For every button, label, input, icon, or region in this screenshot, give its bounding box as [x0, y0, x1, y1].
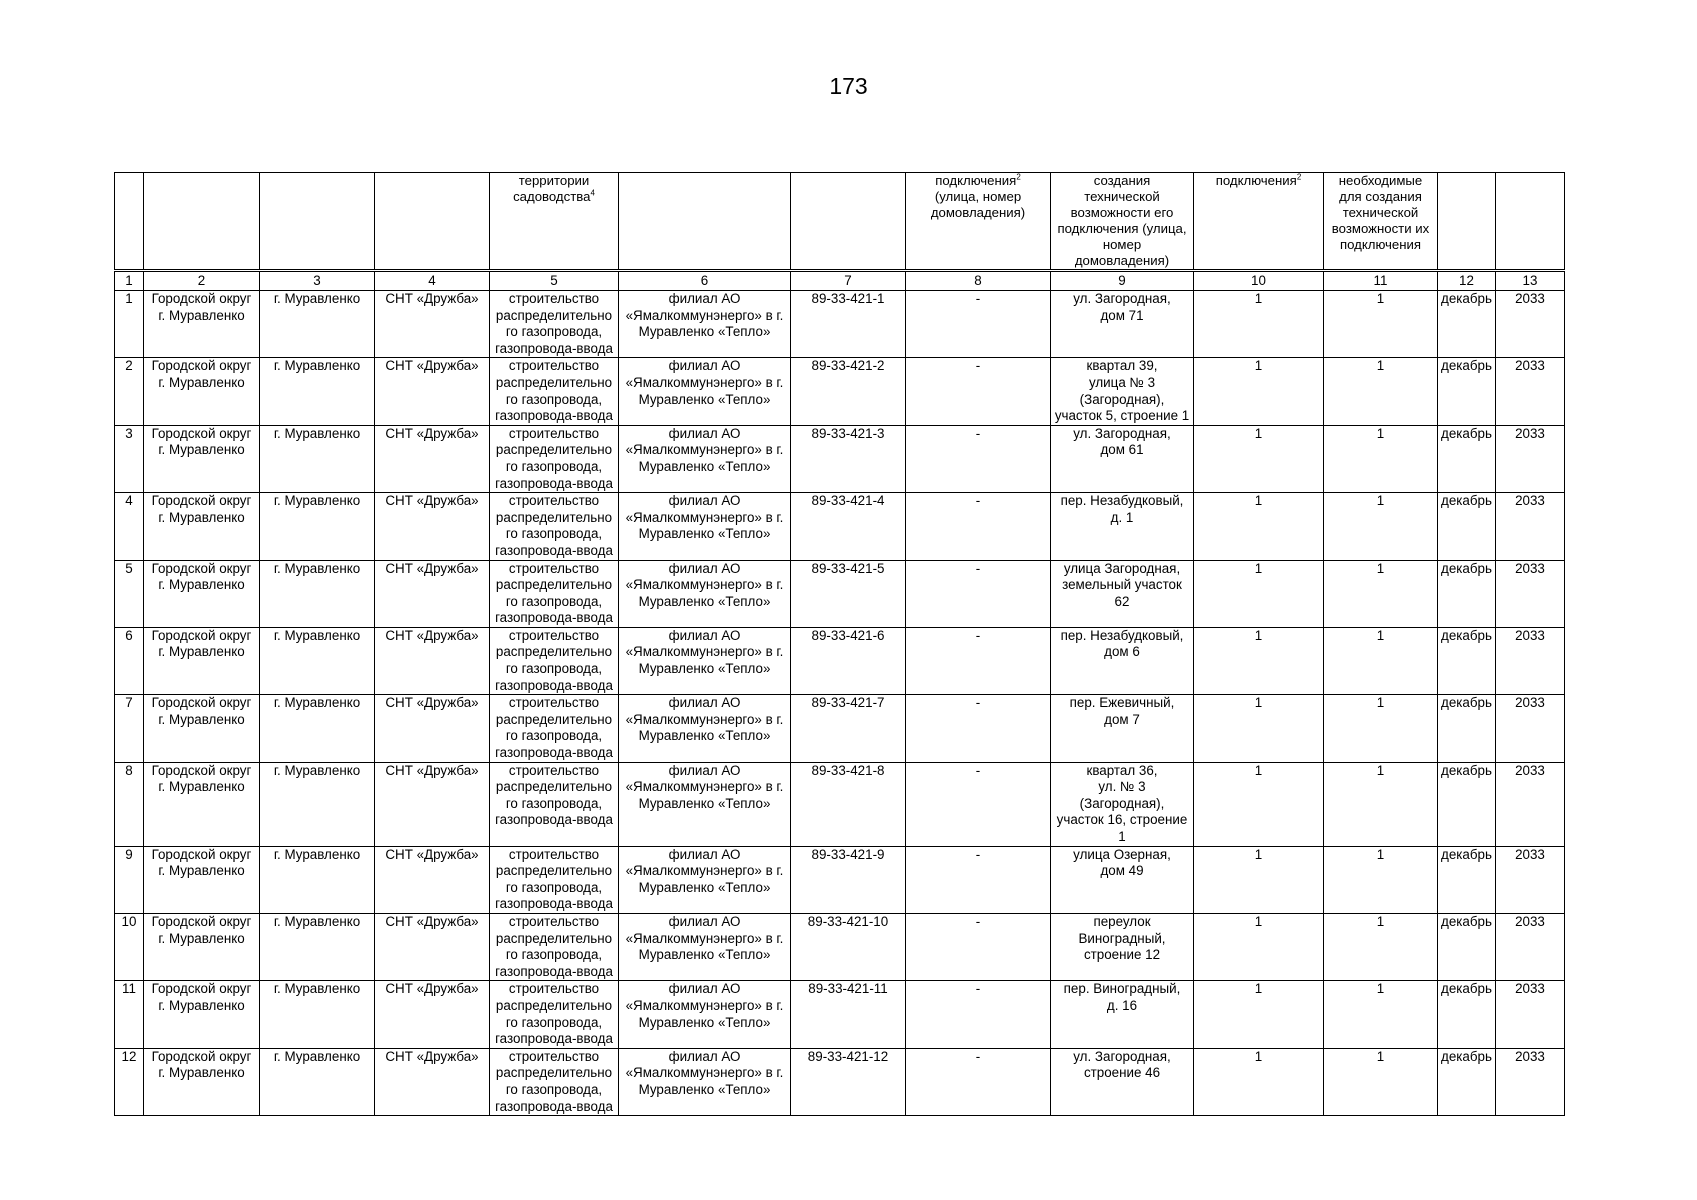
- column-11-cell: 1: [1324, 762, 1438, 846]
- footnote-marker: 4: [590, 188, 595, 198]
- row-number-cell: 5: [115, 560, 144, 627]
- city-cell: г. Муравленко: [260, 981, 375, 1048]
- month-cell: декабрь: [1438, 913, 1496, 980]
- footnote-marker: 2: [1296, 172, 1302, 182]
- table-row: [115, 695, 1565, 762]
- object-code-cell: 89-33-421-9: [791, 846, 906, 913]
- column-10-cell: 1: [1194, 913, 1324, 980]
- snt-cell: СНТ «Дружба»: [375, 762, 490, 846]
- city-cell: г. Муравленко: [260, 846, 375, 913]
- header-cell: [1051, 173, 1194, 271]
- address-cell: пер. Ежевичный, дом 7: [1051, 695, 1194, 762]
- row-number-cell: 8: [115, 762, 144, 846]
- header-text: создания технической возможности его подключения (улица, номер домовладения): [1057, 173, 1187, 268]
- address-cell: ул. Загородная, дом 61: [1051, 425, 1194, 492]
- object-code-cell: 89-33-421-10: [791, 913, 906, 980]
- month-cell: декабрь: [1438, 425, 1496, 492]
- table-row: [115, 291, 1565, 358]
- table-row: [115, 846, 1565, 913]
- column-number-cell: 12: [1438, 271, 1496, 291]
- month-cell: декабрь: [1438, 695, 1496, 762]
- work-type-cell: строительство распределительно го газопровода, газопровода-ввода: [490, 981, 619, 1048]
- city-cell: г. Муравленко: [260, 1048, 375, 1115]
- row-number-cell: 4: [115, 493, 144, 560]
- header-cell: [1438, 173, 1496, 271]
- month-cell: декабрь: [1438, 762, 1496, 846]
- city-cell: г. Муравленко: [260, 291, 375, 358]
- header-cell: [260, 173, 375, 271]
- district-cell: Городской округ г. Муравленко: [144, 762, 260, 846]
- header-cell: [490, 173, 619, 271]
- object-code-cell: 89-33-421-4: [791, 493, 906, 560]
- year-cell: 2033: [1496, 913, 1565, 980]
- year-cell: 2033: [1496, 425, 1565, 492]
- table-row: [115, 560, 1565, 627]
- organization-cell: филиал АО «Ямалкоммунэнерго» в г. Муравленко «Тепло»: [619, 762, 791, 846]
- city-cell: г. Муравленко: [260, 695, 375, 762]
- snt-cell: СНТ «Дружба»: [375, 846, 490, 913]
- city-cell: г. Муравленко: [260, 627, 375, 694]
- work-type-cell: строительство распределительно го газопровода, газопровода-ввода: [490, 913, 619, 980]
- year-cell: 2033: [1496, 846, 1565, 913]
- snt-cell: СНТ «Дружба»: [375, 291, 490, 358]
- row-number-cell: 9: [115, 846, 144, 913]
- row-number-cell: 1: [115, 291, 144, 358]
- column-8-cell: -: [906, 493, 1051, 560]
- column-10-cell: 1: [1194, 560, 1324, 627]
- column-8-cell: -: [906, 560, 1051, 627]
- address-cell: ул. Загородная, дом 71: [1051, 291, 1194, 358]
- column-10-cell: 1: [1194, 1048, 1324, 1115]
- column-11-cell: 1: [1324, 627, 1438, 694]
- column-number-cell: 4: [375, 271, 490, 291]
- column-10-cell: 1: [1194, 846, 1324, 913]
- header-cell: [1496, 173, 1565, 271]
- column-11-cell: 1: [1324, 358, 1438, 425]
- snt-cell: СНТ «Дружба»: [375, 627, 490, 694]
- object-code-cell: 89-33-421-3: [791, 425, 906, 492]
- address-cell: квартал 36, ул. № 3 (Загородная), участок 16, строение 1: [1051, 762, 1194, 846]
- row-number-cell: 10: [115, 913, 144, 980]
- column-number-cell: 13: [1496, 271, 1565, 291]
- column-8-cell: -: [906, 425, 1051, 492]
- organization-cell: филиал АО «Ямалкоммунэнерго» в г. Муравленко «Тепло»: [619, 425, 791, 492]
- header-cell: [906, 173, 1051, 271]
- address-cell: улица Озерная, дом 49: [1051, 846, 1194, 913]
- month-cell: декабрь: [1438, 627, 1496, 694]
- month-cell: декабрь: [1438, 358, 1496, 425]
- organization-cell: филиал АО «Ямалкоммунэнерго» в г. Муравленко «Тепло»: [619, 560, 791, 627]
- header-text: подключения: [935, 173, 1017, 188]
- object-code-cell: 89-33-421-7: [791, 695, 906, 762]
- object-code-cell: 89-33-421-6: [791, 627, 906, 694]
- column-8-cell: -: [906, 695, 1051, 762]
- column-number-cell: 7: [791, 271, 906, 291]
- table-row: [115, 358, 1565, 425]
- row-number-cell: 6: [115, 627, 144, 694]
- column-number-cell: 2: [144, 271, 260, 291]
- address-cell: пер. Незабудковый, д. 1: [1051, 493, 1194, 560]
- column-10-cell: 1: [1194, 358, 1324, 425]
- organization-cell: филиал АО «Ямалкоммунэнерго» в г. Муравленко «Тепло»: [619, 1048, 791, 1115]
- address-cell: пер. Виноградный, д. 16: [1051, 981, 1194, 1048]
- year-cell: 2033: [1496, 291, 1565, 358]
- district-cell: Городской округ г. Муравленко: [144, 425, 260, 492]
- header-text: необходимые для создания технической возможности их подключения: [1331, 173, 1430, 252]
- snt-cell: СНТ «Дружба»: [375, 358, 490, 425]
- year-cell: 2033: [1496, 560, 1565, 627]
- column-10-cell: 1: [1194, 695, 1324, 762]
- column-number-cell: 11: [1324, 271, 1438, 291]
- column-10-cell: 1: [1194, 291, 1324, 358]
- month-cell: декабрь: [1438, 1048, 1496, 1115]
- object-code-cell: 89-33-421-11: [791, 981, 906, 1048]
- column-8-cell: -: [906, 291, 1051, 358]
- organization-cell: филиал АО «Ямалкоммунэнерго» в г. Муравленко «Тепло»: [619, 695, 791, 762]
- work-type-cell: строительство распределительно го газопровода, газопровода-ввода: [490, 358, 619, 425]
- month-cell: декабрь: [1438, 846, 1496, 913]
- city-cell: г. Муравленко: [260, 913, 375, 980]
- column-11-cell: 1: [1324, 493, 1438, 560]
- organization-cell: филиал АО «Ямалкоммунэнерго» в г. Муравленко «Тепло»: [619, 913, 791, 980]
- district-cell: Городской округ г. Муравленко: [144, 560, 260, 627]
- header-cell: [1324, 173, 1438, 271]
- header-cell: [144, 173, 260, 271]
- organization-cell: филиал АО «Ямалкоммунэнерго» в г. Муравленко «Тепло»: [619, 627, 791, 694]
- column-number-cell: 8: [906, 271, 1051, 291]
- row-number-cell: 7: [115, 695, 144, 762]
- column-10-cell: 1: [1194, 627, 1324, 694]
- year-cell: 2033: [1496, 981, 1565, 1048]
- work-type-cell: строительство распределительно го газопровода, газопровода-ввода: [490, 560, 619, 627]
- column-8-cell: -: [906, 913, 1051, 980]
- header-cell: [115, 173, 144, 271]
- column-11-cell: 1: [1324, 425, 1438, 492]
- column-8-cell: -: [906, 846, 1051, 913]
- column-8-cell: -: [906, 627, 1051, 694]
- column-10-cell: 1: [1194, 493, 1324, 560]
- year-cell: 2033: [1496, 762, 1565, 846]
- table-row: [115, 762, 1565, 846]
- city-cell: г. Муравленко: [260, 358, 375, 425]
- district-cell: Городской округ г. Муравленко: [144, 981, 260, 1048]
- column-8-cell: -: [906, 762, 1051, 846]
- year-cell: 2033: [1496, 627, 1565, 694]
- year-cell: 2033: [1496, 358, 1565, 425]
- row-number-cell: 3: [115, 425, 144, 492]
- column-number-cell: 9: [1051, 271, 1194, 291]
- row-number-cell: 11: [115, 981, 144, 1048]
- organization-cell: филиал АО «Ямалкоммунэнерго» в г. Муравленко «Тепло»: [619, 493, 791, 560]
- table-row: [115, 1048, 1565, 1115]
- district-cell: Городской округ г. Муравленко: [144, 913, 260, 980]
- column-8-cell: -: [906, 358, 1051, 425]
- registry-table: [114, 172, 1565, 1116]
- organization-cell: филиал АО «Ямалкоммунэнерго» в г. Муравленко «Тепло»: [619, 291, 791, 358]
- header-cell: [791, 173, 906, 271]
- column-10-cell: 1: [1194, 425, 1324, 492]
- column-number-row: [115, 271, 1565, 291]
- city-cell: г. Муравленко: [260, 560, 375, 627]
- district-cell: Городской округ г. Муравленко: [144, 846, 260, 913]
- column-11-cell: 1: [1324, 846, 1438, 913]
- column-10-cell: 1: [1194, 762, 1324, 846]
- object-code-cell: 89-33-421-12: [791, 1048, 906, 1115]
- column-number-cell: 10: [1194, 271, 1324, 291]
- work-type-cell: строительство распределительно го газопровода, газопровода-ввода: [490, 762, 619, 846]
- column-11-cell: 1: [1324, 291, 1438, 358]
- column-number-cell: 5: [490, 271, 619, 291]
- snt-cell: СНТ «Дружба»: [375, 425, 490, 492]
- work-type-cell: строительство распределительно го газопровода, газопровода-ввода: [490, 493, 619, 560]
- header-cell: [619, 173, 791, 271]
- table-row: [115, 493, 1565, 560]
- month-cell: декабрь: [1438, 981, 1496, 1048]
- city-cell: г. Муравленко: [260, 425, 375, 492]
- header-row: [115, 173, 1565, 271]
- snt-cell: СНТ «Дружба»: [375, 560, 490, 627]
- work-type-cell: строительство распределительно го газопровода, газопровода-ввода: [490, 695, 619, 762]
- column-11-cell: 1: [1324, 913, 1438, 980]
- object-code-cell: 89-33-421-1: [791, 291, 906, 358]
- organization-cell: филиал АО «Ямалкоммунэнерго» в г. Муравленко «Тепло»: [619, 846, 791, 913]
- column-11-cell: 1: [1324, 1048, 1438, 1115]
- header-text: подключения: [1215, 173, 1297, 188]
- table-row: [115, 425, 1565, 492]
- object-code-cell: 89-33-421-2: [791, 358, 906, 425]
- district-cell: Городской округ г. Муравленко: [144, 695, 260, 762]
- city-cell: г. Муравленко: [260, 493, 375, 560]
- work-type-cell: строительство распределительно го газопровода, газопровода-ввода: [490, 425, 619, 492]
- column-8-cell: -: [906, 1048, 1051, 1115]
- district-cell: Городской округ г. Муравленко: [144, 1048, 260, 1115]
- column-number-cell: 6: [619, 271, 791, 291]
- address-cell: ул. Загородная, строение 46: [1051, 1048, 1194, 1115]
- work-type-cell: строительство распределительно го газопровода, газопровода-ввода: [490, 291, 619, 358]
- header-cell: [375, 173, 490, 271]
- column-11-cell: 1: [1324, 560, 1438, 627]
- address-cell: квартал 39, улица № 3 (Загородная), участок 5, строение 1: [1051, 358, 1194, 425]
- header-text-continued: (улица, номер домовладения): [930, 189, 1026, 220]
- snt-cell: СНТ «Дружба»: [375, 695, 490, 762]
- footnote-marker: 2: [1016, 172, 1021, 182]
- column-8-cell: -: [906, 981, 1051, 1048]
- district-cell: Городской округ г. Муравленко: [144, 291, 260, 358]
- row-number-cell: 2: [115, 358, 144, 425]
- year-cell: 2033: [1496, 493, 1565, 560]
- month-cell: декабрь: [1438, 560, 1496, 627]
- address-cell: улица Загородная, земельный участок 62: [1051, 560, 1194, 627]
- district-cell: Городской округ г. Муравленко: [144, 493, 260, 560]
- table-row: [115, 981, 1565, 1048]
- header-cell: [1194, 173, 1324, 271]
- snt-cell: СНТ «Дружба»: [375, 493, 490, 560]
- address-cell: пер. Незабудковый, дом 6: [1051, 627, 1194, 694]
- snt-cell: СНТ «Дружба»: [375, 913, 490, 980]
- column-10-cell: 1: [1194, 981, 1324, 1048]
- year-cell: 2033: [1496, 695, 1565, 762]
- district-cell: Городской округ г. Муравленко: [144, 358, 260, 425]
- column-number-cell: 3: [260, 271, 375, 291]
- organization-cell: филиал АО «Ямалкоммунэнерго» в г. Муравленко «Тепло»: [619, 981, 791, 1048]
- table-body: [115, 173, 1565, 1116]
- snt-cell: СНТ «Дружба»: [375, 981, 490, 1048]
- object-code-cell: 89-33-421-8: [791, 762, 906, 846]
- column-11-cell: 1: [1324, 981, 1438, 1048]
- work-type-cell: строительство распределительно го газопровода, газопровода-ввода: [490, 1048, 619, 1115]
- header-text: территории садоводства: [513, 173, 591, 204]
- year-cell: 2033: [1496, 1048, 1565, 1115]
- column-11-cell: 1: [1324, 695, 1438, 762]
- district-cell: Городской округ г. Муравленко: [144, 627, 260, 694]
- month-cell: декабрь: [1438, 493, 1496, 560]
- address-cell: переулок Виноградный, строение 12: [1051, 913, 1194, 980]
- city-cell: г. Муравленко: [260, 762, 375, 846]
- table-row: [115, 913, 1565, 980]
- snt-cell: СНТ «Дружба»: [375, 1048, 490, 1115]
- row-number-cell: 12: [115, 1048, 144, 1115]
- month-cell: декабрь: [1438, 291, 1496, 358]
- work-type-cell: строительство распределительно го газопровода, газопровода-ввода: [490, 627, 619, 694]
- column-number-cell: 1: [115, 271, 144, 291]
- page-number: 173: [829, 73, 868, 99]
- work-type-cell: строительство распределительно го газопровода, газопровода-ввода: [490, 846, 619, 913]
- object-code-cell: 89-33-421-5: [791, 560, 906, 627]
- table-row: [115, 627, 1565, 694]
- organization-cell: филиал АО «Ямалкоммунэнерго» в г. Муравленко «Тепло»: [619, 358, 791, 425]
